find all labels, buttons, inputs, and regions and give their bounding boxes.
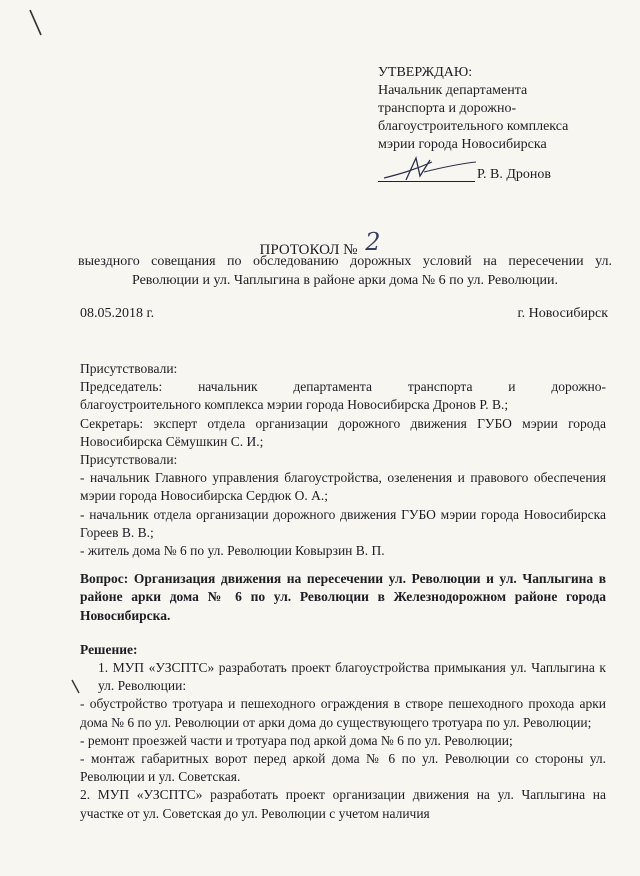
- approval-line-4: мэрии города Новосибирска: [378, 137, 547, 152]
- protocol-city: г. Новосибирск: [517, 306, 608, 321]
- question: Вопрос: Организация движения на пересечении ул. Революции и ул. Чаплыгина в районе арки дома № 6 по ул. Революции в Железнодорожном районе города Новосибирска.: [80, 571, 606, 623]
- protocol-subtitle: выездного совещания по обследованию дорожных условий на пересечении ул. Революции и ул. Чаплыгина в районе арки дома № 6 по ул. Революции.: [78, 254, 612, 288]
- attendee-1: - начальник Главного управления благоустройства, озеленения и правового обеспечения мэрии города Новосибирска Сердюк О. А.;: [80, 470, 606, 504]
- decision-bullet-1: - обустройство тротуара и пешеходного ограждения в створе пешеходного прохода арки дома № 6 по ул. Революции от арки дома до существующего тротуара по ул. Революции;: [80, 696, 606, 730]
- scan-mark-left: [70, 678, 82, 696]
- approval-line-3: благоустроительного комплекса: [378, 119, 569, 134]
- secretary: Секретарь: эксперт отдела организации дорожного движения ГУБО мэрии города Новосибирска Сёмушкин С. И.;: [80, 415, 606, 449]
- approval-heading: УТВЕРЖДАЮ:: [378, 65, 473, 80]
- scan-mark-top: [28, 8, 44, 38]
- signature-line: [378, 181, 475, 182]
- chair-line-2: благоустроительного комплекса мэрии города Новосибирска Дронов Р. В.;: [80, 397, 509, 413]
- decision-label: Решение:: [80, 641, 138, 657]
- attendance-label: Присутствовали:: [80, 361, 178, 376]
- attendee-2: - начальник отдела организации дорожного движения ГУБО мэрии города Новосибирска Гореев В. В.;: [80, 506, 606, 540]
- approval-line-2: транспорта и дорожно-: [378, 101, 517, 116]
- protocol-date: 08.05.2018 г.: [80, 306, 155, 321]
- decision-bullet-2: - ремонт проезжей части и тротуара под аркой дома № 6 по ул. Революции;: [80, 732, 513, 748]
- decision-item-1: 1. МУП «УЗСПТС» разработать проект благоустройства примыкания ул. Чаплыгина к ул. Революции:: [98, 660, 606, 694]
- protocol-label: ПРОТОКОЛ №: [259, 242, 358, 258]
- protocol-body: [80, 360, 606, 823]
- decision-bullet-3: - монтаж габаритных ворот перед аркой дома № 6 по ул. Революции со стороны ул. Революции и ул. Советская.: [80, 751, 606, 785]
- approval-line-1: Начальник департамента: [378, 83, 528, 98]
- decision-item-2: 2. МУП «УЗСПТС» разработать проект организации движения на ул. Чаплыгина на участке от ул. Советская до ул. Революции с учетом наличия: [80, 787, 606, 821]
- attendee-3: - житель дома № 6 по ул. Революции Ковырзин В. П.: [80, 543, 385, 559]
- signatory-name: Р. В. Дронов: [477, 167, 552, 182]
- approval-block: [378, 64, 568, 154]
- handwritten-signature: [380, 154, 480, 184]
- chair-line-1: Председатель: начальник департамента транспорта и дорожно-: [80, 379, 606, 395]
- attendance-label-2: Присутствовали:: [80, 452, 178, 468]
- signature-row: [378, 164, 578, 188]
- protocol-number: 2: [365, 228, 381, 256]
